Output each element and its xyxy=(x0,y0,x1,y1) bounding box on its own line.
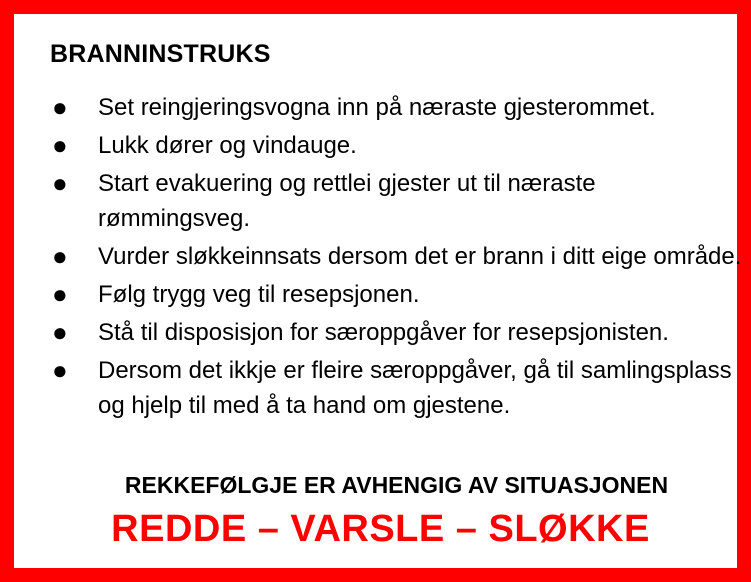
instruction-text: Lukk dører og vindauge. xyxy=(98,132,357,159)
bullet-icon: ● xyxy=(52,92,68,122)
list-item xyxy=(52,315,742,350)
list-item xyxy=(52,353,742,423)
order-note: REKKEFØLGJE ER AVHENGIG AV SITUASJONEN xyxy=(124,472,669,498)
list-item xyxy=(52,166,742,236)
instruction-list xyxy=(52,90,742,426)
bullet-icon: ● xyxy=(52,355,68,385)
list-item xyxy=(52,128,742,163)
motto-slogan: REDDE – VARSLE – SLØKKE xyxy=(111,508,650,550)
instruction-text: Stå til disposisjon for særoppgåver for resepsjonisten. xyxy=(98,319,669,346)
bullet-icon: ● xyxy=(52,168,68,198)
list-item xyxy=(52,277,742,312)
instruction-text: Vurder sløkkeinnsats dersom det er brann i ditt eige område. xyxy=(98,243,742,270)
list-item xyxy=(52,90,742,125)
bullet-icon: ● xyxy=(52,130,68,160)
instruction-text: Set reingjeringsvogna inn på næraste gjesterommet. xyxy=(98,94,656,121)
list-item xyxy=(52,239,742,274)
instruction-text: Dersom det ikkje er fleire særoppgåver, gå til samlingsplass og hjelp til med å ta hand om gjestene. xyxy=(98,357,732,419)
notice-title: BRANNINSTRUKS xyxy=(50,40,271,68)
instruction-text: Følg trygg veg til resepsjonen. xyxy=(98,281,420,308)
instruction-text: Start evakuering og rettlei gjester ut til næraste rømmingsveg. xyxy=(98,170,596,232)
bullet-icon: ● xyxy=(52,317,68,347)
bullet-icon: ● xyxy=(52,279,68,309)
bullet-icon: ● xyxy=(52,241,68,271)
